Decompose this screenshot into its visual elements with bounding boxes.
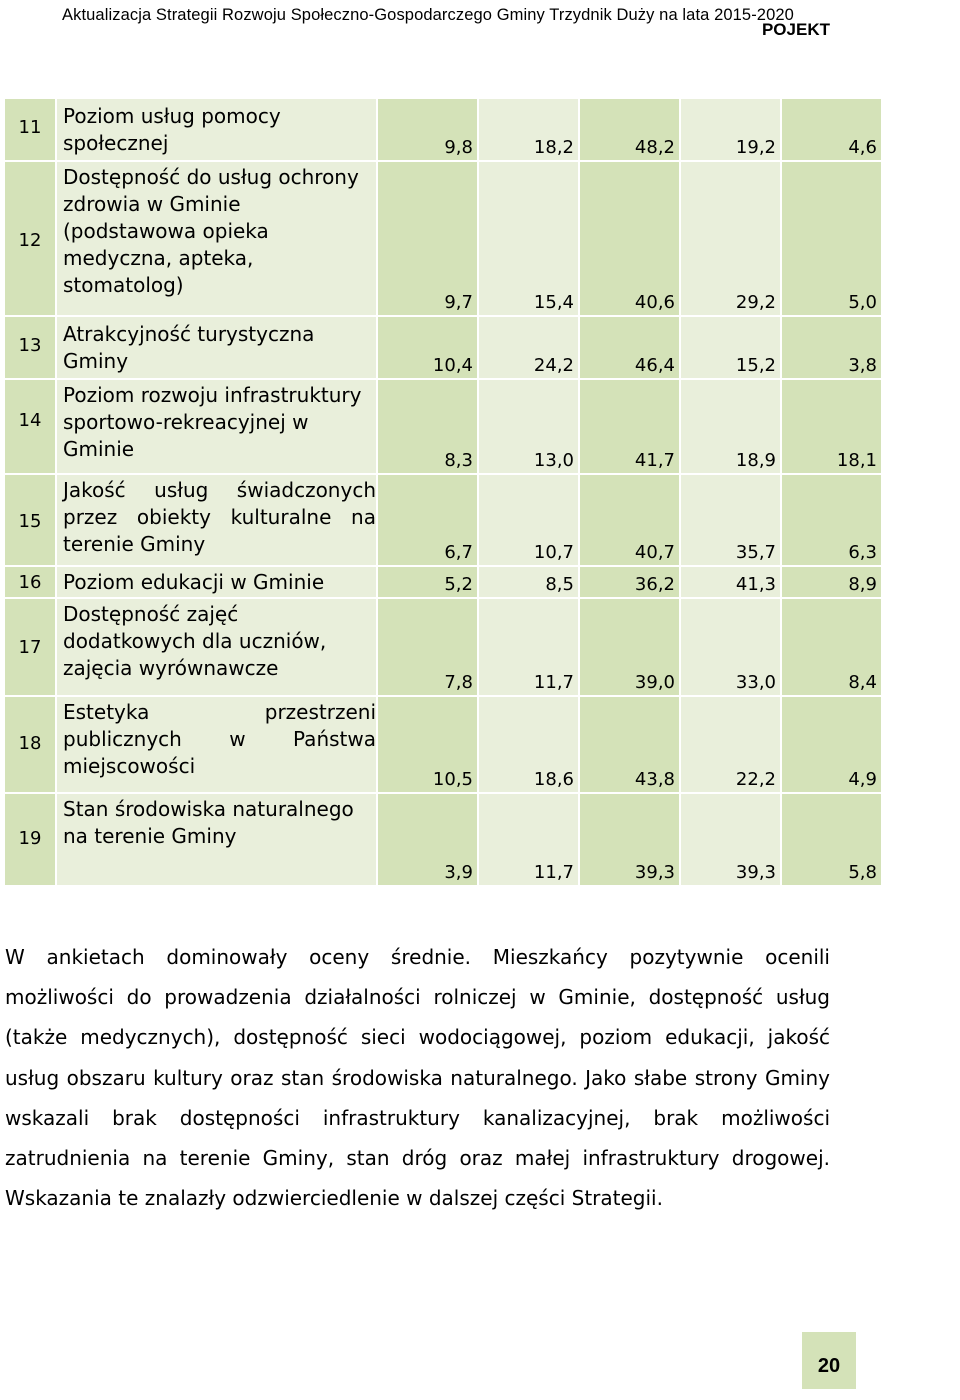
value-cell: 24,2 [478,316,579,379]
value-cell: 9,8 [377,98,478,161]
value-cell: 7,8 [377,598,478,696]
row-label: Stan środowiska naturalnego na terenie Gminy [56,793,377,886]
value-cell: 3,9 [377,793,478,886]
row-number: 16 [4,566,56,598]
value-cell: 8,4 [781,598,882,696]
value-cell: 15,4 [478,161,579,316]
table-row [4,696,882,793]
value-cell: 4,6 [781,98,882,161]
value-cell: 22,2 [680,696,781,793]
row-number: 13 [4,316,56,379]
table-row [4,474,882,566]
value-cell: 40,7 [579,474,680,566]
table-row [4,316,882,379]
table-row [4,161,882,316]
value-cell: 10,5 [377,696,478,793]
row-number: 15 [4,474,56,566]
row-number: 14 [4,379,56,474]
summary-paragraph: W ankietach dominowały oceny średnie. Mieszkańcy pozytywnie ocenili możliwości do prowadzenia działalności rolniczej w Gminie, dostępność usług (także medycznych), dostępność sieci wodociągowej, poziom edukacji, jakość usług obszaru kultury oraz stan środowiska naturalnego. Jako słabe strony Gminy wskazali brak dostępności infrastruktury kanalizacyjnej, brak możliwości zatrudnienia na terenie Gminy, stan dróg oraz małej infrastruktury drogowej. Wskazania te znalazły odzwierciedlenie w dalszej części Strategii. [5,945,830,1211]
value-cell: 39,3 [579,793,680,886]
row-label: Poziom usług pomocy społecznej [56,98,377,161]
table-row [4,566,882,598]
survey-results-table [3,97,883,887]
value-cell: 4,9 [781,696,882,793]
value-cell: 10,4 [377,316,478,379]
table-row [4,793,882,886]
value-cell: 35,7 [680,474,781,566]
page-number: 20 [802,1332,856,1389]
document-title: Aktualizacja Strategii Rozwoju Społeczno-Gospodarczego Gminy Trzydnik Duży na lata 2015-2020 [62,6,794,24]
value-cell: 19,2 [680,98,781,161]
table-row [4,98,882,161]
table-row [4,379,882,474]
value-cell: 18,1 [781,379,882,474]
value-cell: 11,7 [478,598,579,696]
document-status: POJEKT [761,20,830,39]
value-cell: 48,2 [579,98,680,161]
value-cell: 8,5 [478,566,579,598]
value-cell: 40,6 [579,161,680,316]
value-cell: 3,8 [781,316,882,379]
value-cell: 33,0 [680,598,781,696]
value-cell: 43,8 [579,696,680,793]
value-cell: 13,0 [478,379,579,474]
value-cell: 6,3 [781,474,882,566]
value-cell: 39,3 [680,793,781,886]
value-cell: 10,7 [478,474,579,566]
row-label: Atrakcyjność turystyczna Gminy [56,316,377,379]
value-cell: 5,0 [781,161,882,316]
row-label: Estetyka przestrzeni publicznych w Państwa miejscowości [56,696,377,793]
row-number: 17 [4,598,56,696]
table-row [4,598,882,696]
value-cell: 39,0 [579,598,680,696]
value-cell: 8,3 [377,379,478,474]
value-cell: 41,3 [680,566,781,598]
row-number: 12 [4,161,56,316]
value-cell: 9,7 [377,161,478,316]
page-header [0,0,960,56]
value-cell: 18,9 [680,379,781,474]
value-cell: 11,7 [478,793,579,886]
row-number: 18 [4,696,56,793]
row-label: Poziom rozwoju infrastruktury sportowo-rekreacyjnej w Gminie [56,379,377,474]
value-cell: 15,2 [680,316,781,379]
value-cell: 29,2 [680,161,781,316]
row-label: Jakość usług świadczonych przez obiekty kulturalne na terenie Gminy [56,474,377,566]
row-number: 11 [4,98,56,161]
value-cell: 36,2 [579,566,680,598]
value-cell: 18,2 [478,98,579,161]
value-cell: 41,7 [579,379,680,474]
row-label: Dostępność zajęć dodatkowych dla uczniów, zajęcia wyrównawcze [56,598,377,696]
value-cell: 5,8 [781,793,882,886]
row-label: Poziom edukacji w Gminie [56,566,377,598]
value-cell: 18,6 [478,696,579,793]
value-cell: 8,9 [781,566,882,598]
value-cell: 5,2 [377,566,478,598]
row-label: Dostępność do usług ochrony zdrowia w Gminie (podstawowa opieka medyczna, apteka, stomatolog) [56,161,377,316]
row-number: 19 [4,793,56,886]
value-cell: 6,7 [377,474,478,566]
value-cell: 46,4 [579,316,680,379]
